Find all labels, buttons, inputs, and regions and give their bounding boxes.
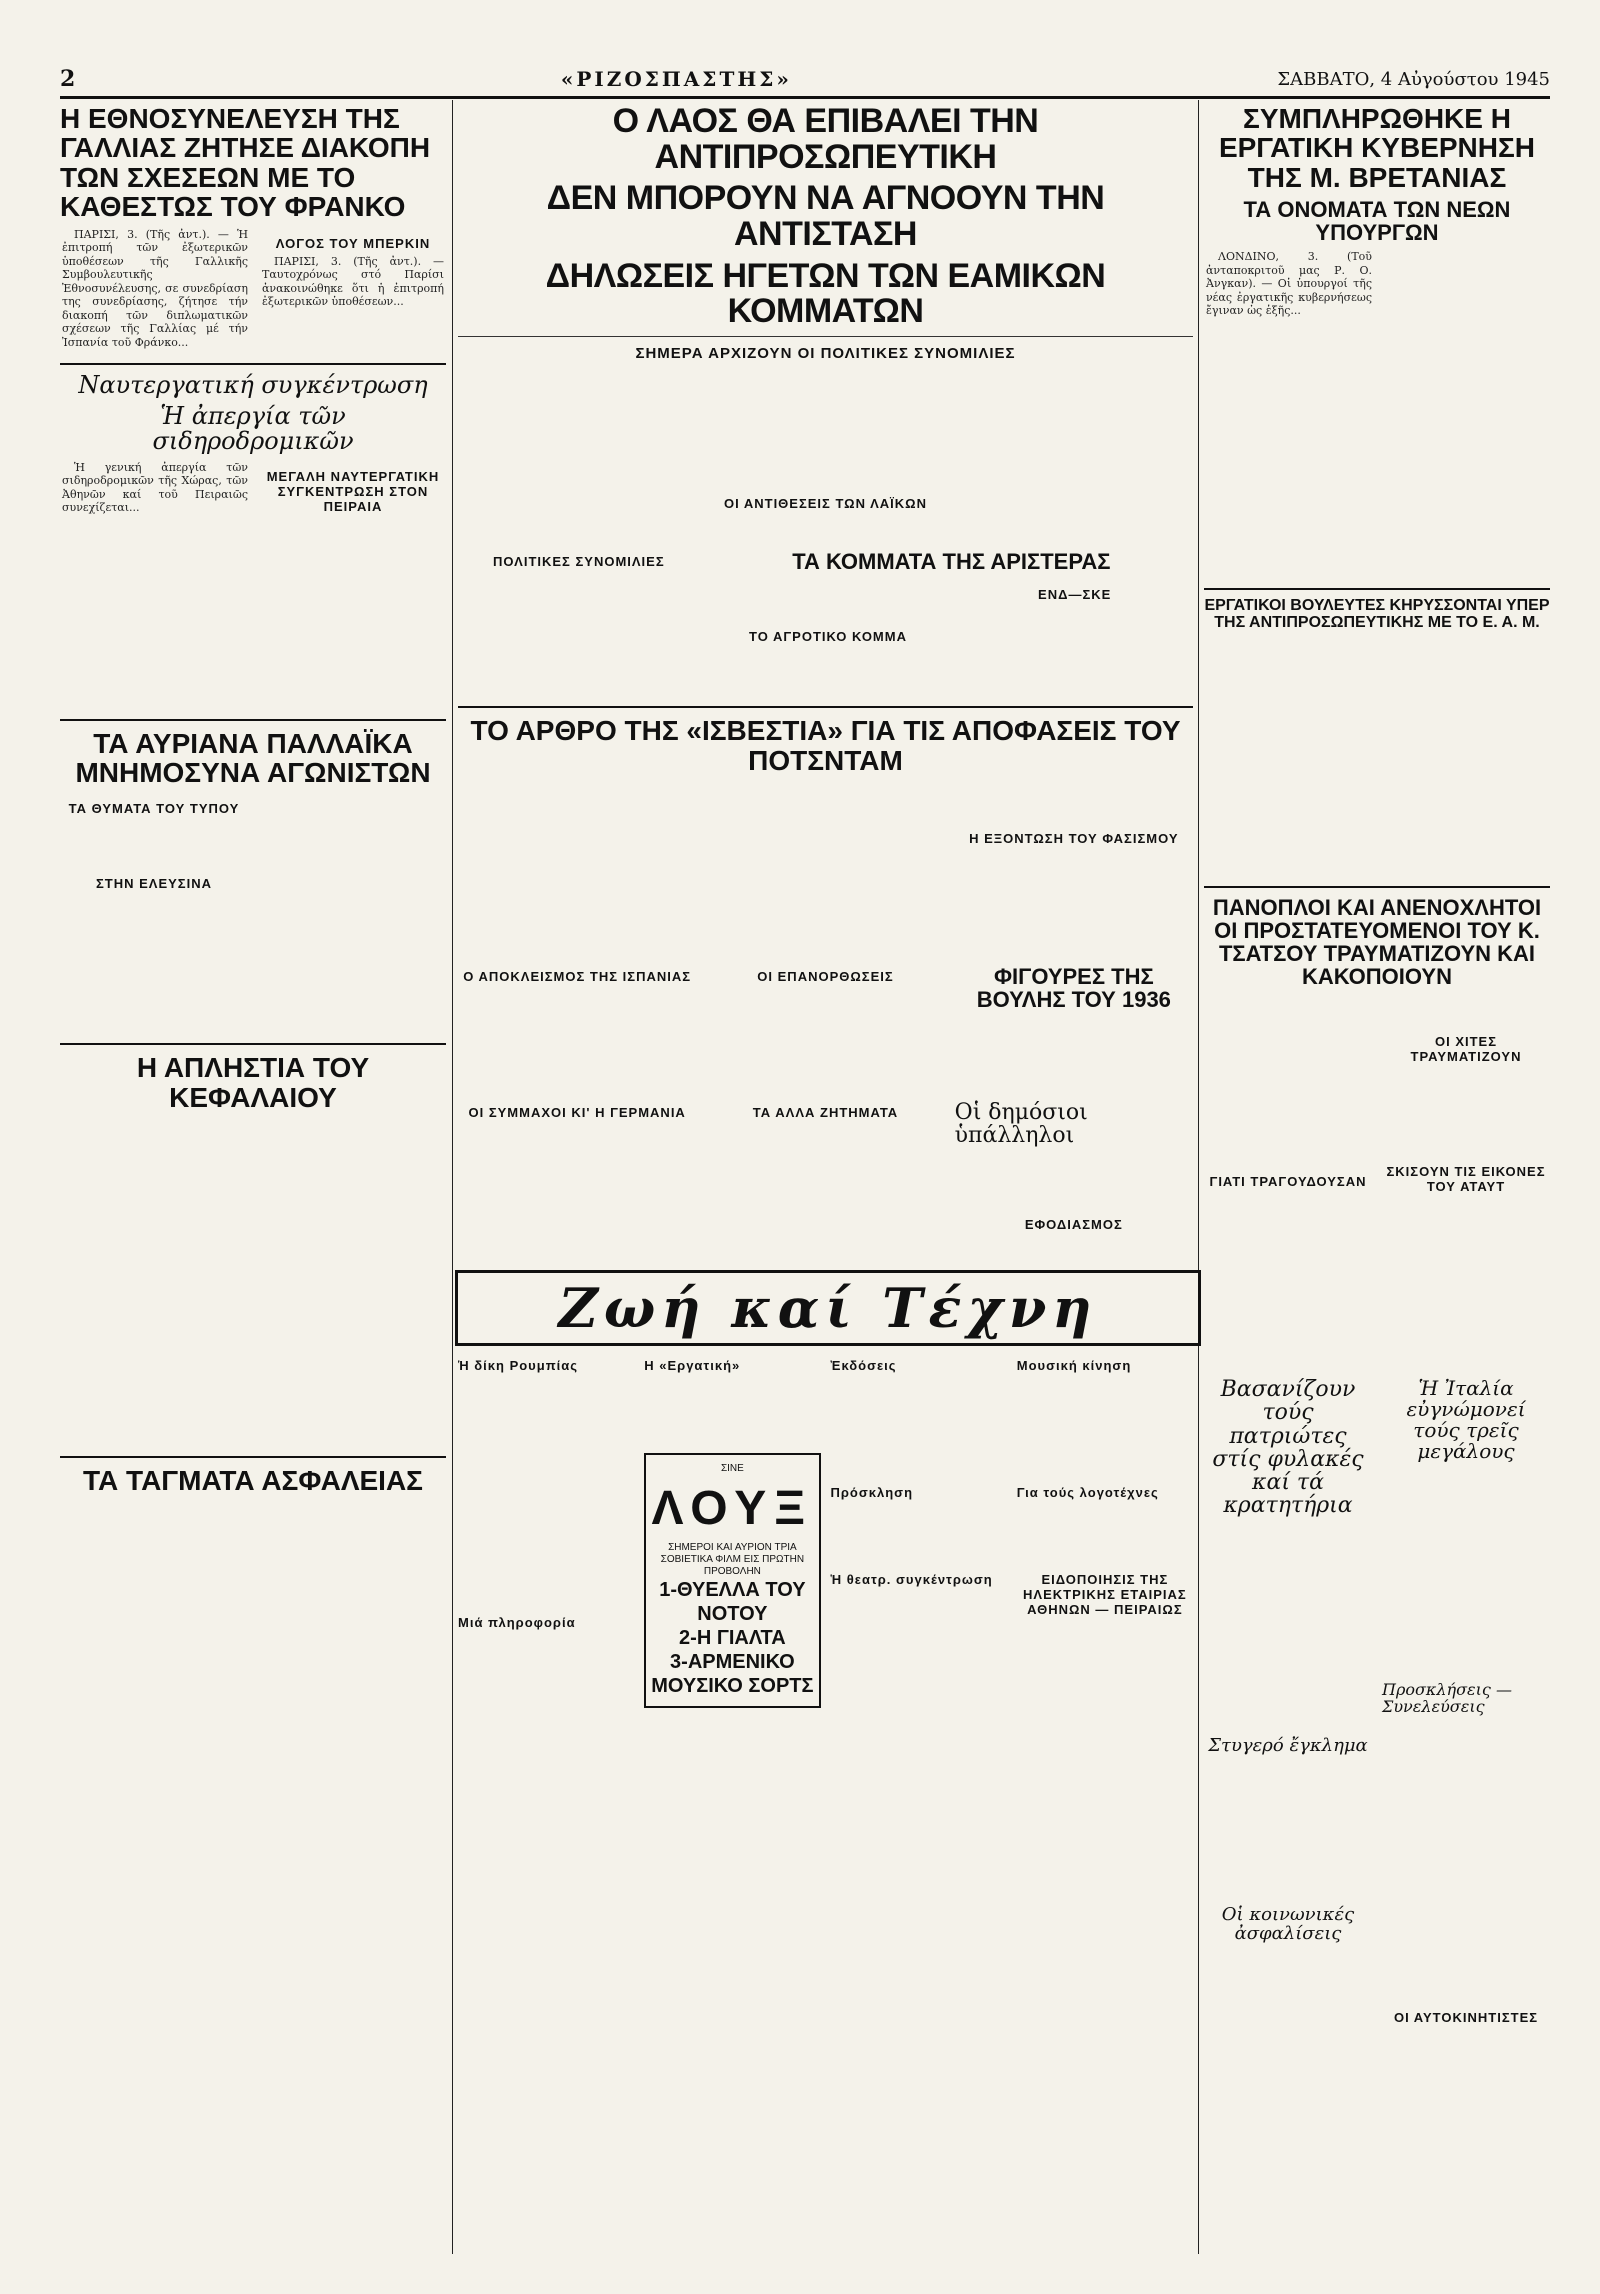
headline-seamen: Ναυτεργατική συγκέντρωση: [78, 371, 428, 400]
headline-eam-leaders: ΔΗΛΩΣΕΙΣ ΗΓΕΤΩΝ ΤΩΝ ΕΑΜΙΚΩΝ ΚΟΜΜΑΤΩΝ: [545, 256, 1106, 331]
culture-item: Ἡ δίκη Ρουμπίας: [458, 1358, 579, 1373]
article-body: Ἡ γενική ἀπεργία τῶν σιδηροδρομικῶν τῆς Χώρας, τῶν Ἀθηνῶν καί τοῦ Πειραιῶς συνεχίζεται...: [62, 460, 248, 515]
headline-people-will-impose: Ο ΛΑΟΣ ΘΑ ΕΠΙΒΑΛΕΙ ΤΗΝ ΑΝΤΙΠΡΟΣΩΠΕΥΤΙΚΗ: [612, 102, 1039, 176]
newspaper-name: «ΡΙΖΟΣΠΑΣΤΗΣ»: [560, 67, 792, 91]
column-rule: [1198, 100, 1199, 2254]
subheading: ΟΙ ΑΥΤΟΚΙΝΗΤΙΣΤΕΣ: [1393, 2009, 1539, 2025]
headline-invitations: Προσκλήσεις — Συνελεύσεις: [1382, 1680, 1512, 1717]
subheading: ΛΟΓΟΣ ΤΟΥ ΜΠΕΡΚΙΝ: [275, 235, 431, 251]
cinema-name: ΛΟΥΞ: [651, 1482, 814, 1535]
headline-france-franco: Η ΕΘΝΟΣΥΝΕΛΕΥΣΗ ΤΗΣ ΓΑΛΛΙΑΣ ΖΗΤΗΣΕ ΔΙΑΚΟΠΗ ΤΩΝ ΣΧΕΣΕΩΝ ΜΕ ΤΟ ΚΑΘΕΣΤΩΣ ΤΟΥ ΦΡΑΝΚΟ: [60, 103, 431, 223]
headline-labour-government: ΣΥΜΠΛΗΡΩΘΗΚΕ Η ΕΡΓΑΤΙΚΗ ΚΥΒΕΡΝΗΣΗ ΤΗΣ Μ. ΒΡΕΤΑΝΙΑΣ: [1218, 103, 1536, 193]
culture-item: Μιά πληροφορία: [458, 1615, 576, 1630]
headline-rail-strike: Ἡ ἀπεργία τῶν σιδηροδρομικῶν: [152, 402, 354, 456]
article-body: ΠΑΡΙΣΙ, 3. (Τῆς ἀντ.). — Ταυτοχρόνως στό Παρίσι ἀνακοινώθηκε ὅτι ἡ ἐπιτροπή ἐξωτερικῶν ὑποθέσεων...: [262, 254, 444, 309]
culture-item: ΕΙΔΟΠΟΙΗΣΙΣ ΤΗΣ ΗΛΕΚΤΡΙΚΗΣ ΕΤΑΙΡΙΑΣ ΑΘΗΝΩΝ — ΠΕΙΡΑΙΩΣ: [1023, 1572, 1187, 1617]
headline-civil-servants: Οἱ δημόσιοι ὑπάλληλοι: [954, 1100, 1088, 1149]
culture-section: [458, 1350, 1193, 2254]
page-number: 2: [60, 66, 76, 92]
headline-parliament-1936: ΦΙΓΟΥΡΕΣ ΤΗΣ ΒΟΥΛΗΣ ΤΟΥ 1936: [976, 964, 1171, 1013]
masthead: [60, 62, 1550, 99]
subheading: Η ΕΞΟΝΤΩΣΗ ΤΟΥ ΦΑΣΙΣΜΟΥ: [969, 831, 1179, 846]
culture-item: Για τούς λογοτέχνες: [1016, 1485, 1159, 1500]
headline-izvestia-potsdam: ΤΟ ΑΡΘΡΟ ΤΗΣ «ΙΣΒΕΣΤΙΑ» ΓΙΑ ΤΙΣ ΑΠΟΦΑΣΕΙΣ ΤΟΥ ΠΟΤΣΝΤΑΜ: [470, 715, 1181, 776]
subheading: Ο ΑΠΟΚΛΕΙΣΜΟΣ ΤΗΣ ΙΣΠΑΝΙΑΣ: [463, 969, 692, 984]
culture-item: Μουσική κίνηση: [1016, 1358, 1132, 1373]
headline-security-battalions: ΤΑ ΤΑΓΜΑΤΑ ΑΣΦΑΛΕΙΑΣ: [83, 1465, 423, 1497]
article-body: ΛΟΝΔΙΝΟ, 3. (Τοῦ ἀνταποκριτοῦ μας Ρ. Ο. Ἀνγκαν). — Οἱ ὑπουργοί τῆς νέας ἐργατικῆς κυβερνήσεως ἔγιναν ὡς ἑξῆς...: [1206, 250, 1372, 318]
subheading: ΜΕΓΑΛΗ ΝΑΥΤΕΡΓΑΤΙΚΗ ΣΥΓΚΕΝΤΡΩΣΗ ΣΤΟΝ ΠΕΙΡΑΙΑ: [266, 468, 440, 514]
headline-armed-protected: ΠΑΝΟΠΛΟΙ ΚΑΙ ΑΝΕΝΟΧΛΗΤΟΙ ΟΙ ΠΡΟΣΤΑΤΕΥΟΜΕΝΟΙ ΤΟΥ Κ. ΤΣΑΤΣΟΥ ΤΡΑΥΜΑΤΙΖΟΥΝ ΚΑΙ ΚΑΚΟΠΟΙΟΥΝ: [1212, 894, 1542, 990]
subheading: ΟΙ ΕΠΑΝΟΡΘΩΣΕΙΣ: [757, 969, 894, 984]
subheading: ΤΑ ΘΥΜΑΤΑ ΤΟΥ ΤΥΠΟΥ: [68, 801, 240, 817]
headline-memorials: ΤΑ ΑΥΡΙΑΝΑ ΠΑΛΛΑΪΚΑ ΜΝΗΜΟΣΥΝΑ ΑΓΩΝΙΣΤΩΝ: [75, 727, 431, 789]
culture-item: Ἐκδόσεις: [830, 1358, 897, 1373]
subheading-talks-begin: ΣΗΜΕΡΑ ΑΡΧΙΖΟΥΝ ΟΙ ΠΟΛΙΤΙΚΕΣ ΣΥΝΟΜΙΛΙΕΣ: [635, 345, 1016, 363]
culture-item: Ἡ θεατρ. συγκέντρωση: [830, 1572, 993, 1587]
culture-item: Πρόσκληση: [830, 1485, 914, 1500]
headline-italy: Ἡ Ἰταλία εὐγνώμονεί τούς τρεῖς μεγάλους: [1406, 1376, 1526, 1464]
subheading: ΟΙ ΑΝΤΙΘΕΣΕΙΣ ΤΩΝ ΛΑΪΚΩΝ: [724, 496, 927, 512]
subheading: ΠΟΛΙΤΙΚΕΣ ΣΥΝΟΜΙΛΙΕΣ: [493, 554, 665, 570]
culture-section-banner: Ζωή καί Τέχνη: [455, 1270, 1201, 1346]
subheading: ΕΦΟΔΙΑΣΜΟΣ: [1024, 1217, 1123, 1233]
headline-resistance: ΔΕΝ ΜΠΟΡΟΥΝ ΝΑ ΑΓΝΟΟΥΝ ΤΗΝ ΑΝΤΙΣΤΑΣΗ: [546, 179, 1105, 254]
issue-date: ΣΑΒΒΑΤΟ, 4 Αὐγούστου 1945: [1277, 68, 1550, 90]
subheading: ΤΟ ΑΓΡΟΤΙΚΟ ΚΟΜΜΑ: [749, 629, 907, 645]
column-right: [1204, 100, 1550, 2254]
headline-left-parties: ΤΑ ΚΟΜΜΑΤΑ ΤΗΣ ΑΡΙΣΤΕΡΑΣ: [792, 549, 1111, 575]
headline-greed-of-capital: Η ΑΠΛΗΣΤΙΑ ΤΟΥ ΚΕΦΑΛΑΙΟΥ: [136, 1052, 370, 1113]
article-body: ΠΑΡΙΣΙ, 3. (Τῆς ἀντ.). — Ἡ ἐπιτροπή τῶν ἐξωτερικῶν ὑποθέσεων τῆς Γαλλικῆς Συμβουλευτικῆς Ἐθνοσυνέλευσης, σε συνεδρίαση της συνεδρίασης, ζήτησε τήν διακοπή τῶν διπλωματικῶν σχέσεων τῆς Γαλλίας μέ τήν Ἰσπανία τοῦ Φράνκο...: [62, 227, 248, 349]
subheading: ΟΙ ΧΙΤΕΣ ΤΡΑΥΜΑΤΙΖΟΥΝ: [1410, 1034, 1522, 1065]
subheading: ΣΤΗΝ ΕΛΕΥΣΙΝΑ: [95, 876, 212, 892]
headline-crime: Στυγερό ἔγκλημα: [1208, 1734, 1368, 1756]
subheading: ΕΝΔ—ΣΚΕ: [1038, 587, 1112, 603]
subheading: ΓΙΑΤΙ ΤΡΑΓΟΥΔΟΥΣΑΝ: [1209, 1174, 1367, 1190]
headline-labour-mps: ΕΡΓΑΤΙΚΟΙ ΒΟΥΛΕΥΤΕΣ ΚΗΡΥΣΣΟΝΤΑΙ ΥΠΕΡ ΤΗΣ ΑΝΤΙΠΡΟΣΩΠΕΥΤΙΚΗΣ ΜΕ ΤΟ Ε. Α. Μ.: [1204, 597, 1550, 632]
column-left: [60, 100, 446, 2254]
column-rule: [452, 100, 453, 2254]
culture-item: Η «Εργατική»: [644, 1358, 741, 1373]
subheading: ΟΙ ΣΥΜΜΑΧΟΙ ΚΙ' Η ΓΕΡΜΑΝΙΑ: [468, 1105, 686, 1121]
subheading: ΣΚΙΣΟΥΝ ΤΙΣ ΕΙΚΟΝΕΣ ΤΟΥ ΑΤΑΥΤ: [1386, 1164, 1546, 1195]
headline-torture: Βασανίζουν τούς πατριώτες στίς φυλακές καί τά κρατητήρια: [1212, 1377, 1364, 1518]
headline-new-ministers: ΤΑ ΟΝΟΜΑΤΑ ΤΩΝ ΝΕΩΝ ΥΠΟΥΡΓΩΝ: [1243, 197, 1511, 246]
headline-insurance: Οἱ κοινωνικές ἀσφαλίσεις: [1221, 1903, 1355, 1944]
cinema-ad: ΣΙΝΕ ΛΟΥΞ ΣΗΜΕΡΟΙ ΚΑΙ ΑΥΡΙΟΝ ΤΡΙΑ ΣΟΒΙΕΤΙΚΑ ΦΙΛΜ ΕΙΣ ΠΡΩΤΗΝ ΠΡΟΒΟΛΗΝ 1-ΘΥΕΛΛΑ ΤΟΥ ΝΟΤΟΥ 2-Η ΓΙΑΛΤΑ 3-ΑΡΜΕΝΙΚΟ ΜΟΥΣΙΚΟ ΣΟΡΤΣ: [644, 1453, 820, 1708]
subheading: ΤΑ ΑΛΛΑ ΖΗΤΗΜΑΤΑ: [752, 1105, 899, 1121]
